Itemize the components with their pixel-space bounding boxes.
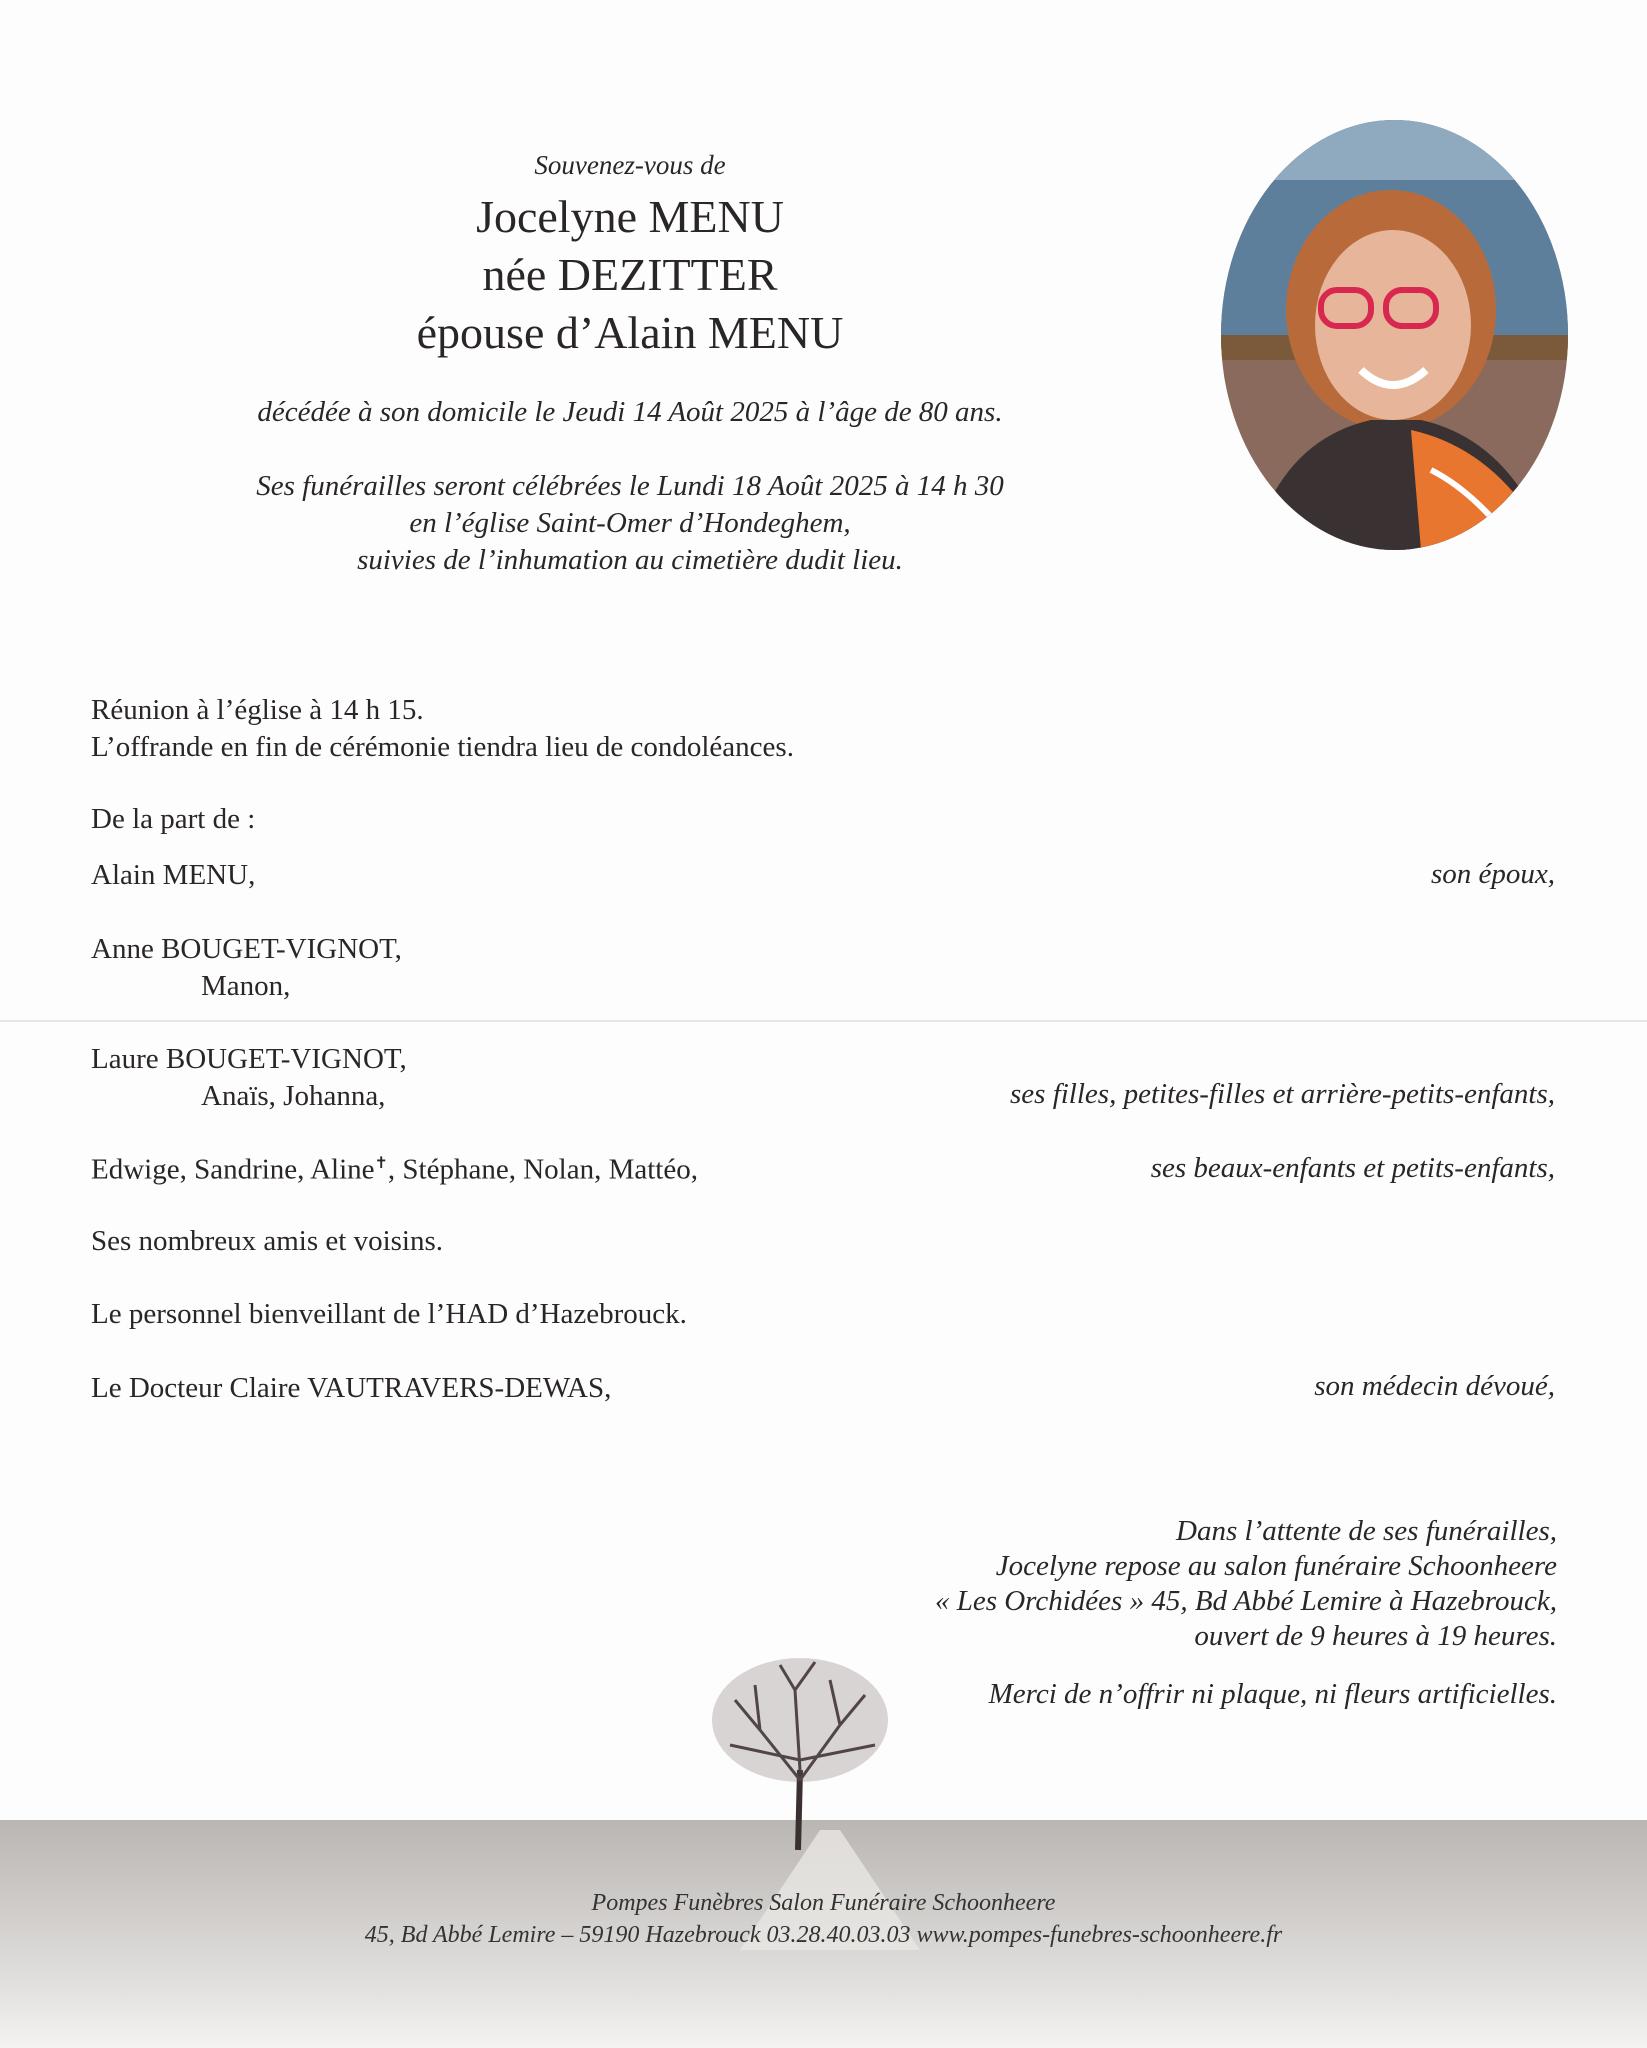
role-epoux: son époux,	[1430, 858, 1555, 890]
portrait-photo	[1221, 120, 1568, 550]
footer-address: 45, Bd Abbé Lemire – 59190 Hazebrouck 03.28.40.03.03 www.pompes-funebres-schoonheere.fr	[364, 1922, 1283, 1948]
family-alain: Alain MENU,	[91, 859, 256, 891]
family-edwige-start: Edwige, Sandrine, Aline	[91, 1153, 375, 1186]
rest-line-3: « Les Orchidées » 45, Bd Abbé Lemire à Hazebrouck,	[934, 1585, 1557, 1617]
role-medecin: son médecin dévoué,	[1314, 1370, 1555, 1402]
footer-company: Pompes Funèbres Salon Funéraire Schoonheere	[591, 1890, 1056, 1916]
role-beaux: ses beaux-enfants et petits-enfants,	[1150, 1152, 1555, 1184]
tree-icon	[700, 1650, 900, 1850]
intro-text: Souvenez-vous de	[534, 150, 726, 180]
offrande-text: L’offrande en fin de cérémonie tiendra lieu de condoléances.	[91, 731, 794, 763]
maiden-name: née DEZITTER	[482, 249, 778, 300]
funeral-line-2: en l’église Saint-Omer d’Hondeghem,	[409, 507, 851, 539]
reunion-text: Réunion à l’église à 14 h 15.	[91, 694, 424, 726]
funeral-line-3: suivies de l’inhumation au cimetière dudit lieu.	[357, 544, 903, 576]
family-laure: Laure BOUGET-VIGNOT,	[91, 1043, 407, 1075]
family-amis: Ses nombreux amis et voisins.	[91, 1225, 444, 1257]
portrait-illustration	[1221, 120, 1568, 550]
spouse-line: épouse d’Alain MENU	[416, 307, 844, 358]
rest-line-1: Dans l’attente de ses funérailles,	[1176, 1515, 1557, 1547]
family-edwige-rest: , Stéphane, Nolan, Mattéo,	[387, 1153, 698, 1186]
family-anne: Anne BOUGET-VIGNOT,	[91, 933, 402, 965]
fold-line	[0, 1020, 1647, 1022]
family-had: Le personnel bienveillant de l’HAD d’Hazebrouck.	[91, 1298, 687, 1330]
rest-line-4: ouvert de 9 heures à 19 heures.	[1194, 1620, 1557, 1652]
death-notice: décédée à son domicile le Jeudi 14 Août 2025 à l’âge de 80 ans.	[257, 396, 1003, 428]
rest-line-2: Jocelyne repose au salon funéraire Schoonheere	[995, 1550, 1557, 1582]
role-filles: ses filles, petites-filles et arrière-petits-enfants,	[1010, 1078, 1555, 1110]
de-la-part-label: De la part de :	[91, 803, 256, 835]
family-docteur: Le Docteur Claire VAUTRAVERS-DEWAS,	[91, 1372, 612, 1404]
family-anais: Anaïs, Johanna,	[201, 1080, 386, 1112]
funeral-line-1: Ses funérailles seront célébrées le Lundi 18 Août 2025 à 14 h 30	[256, 470, 1004, 502]
cross-icon: ✝	[374, 1155, 388, 1172]
merci-text: Merci de n’offrir ni plaque, ni fleurs artificielles.	[988, 1678, 1557, 1710]
family-edwige	[91, 1153, 698, 1187]
family-manon: Manon,	[201, 970, 291, 1002]
deceased-name: Jocelyne MENU	[476, 191, 784, 242]
